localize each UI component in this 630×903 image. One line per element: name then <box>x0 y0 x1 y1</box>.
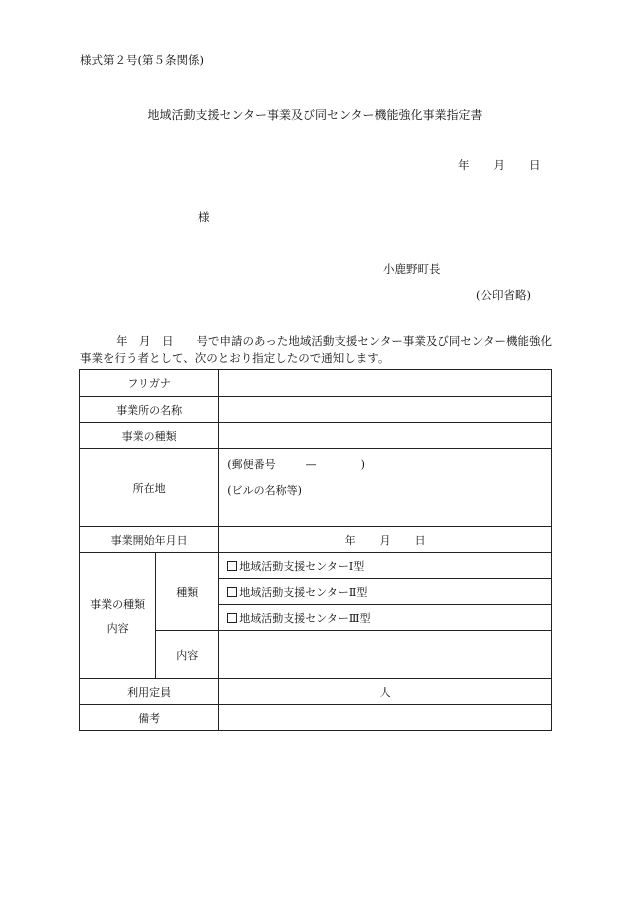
date-year: 年 <box>458 158 470 172</box>
issuer: 小鹿野町長 <box>383 262 441 276</box>
option-type-2[interactable] <box>219 579 552 605</box>
postal-label: (郵便番号 <box>227 458 276 471</box>
kind-label: 種類 <box>156 553 219 631</box>
start-year: 年 <box>344 533 356 547</box>
form-number: 様式第２号(第５条関係) <box>80 53 204 67</box>
location-field[interactable] <box>219 449 552 527</box>
option-type-1[interactable] <box>219 553 552 579</box>
type-and-content-label <box>80 553 156 679</box>
postal-code-line <box>227 456 551 472</box>
option-type-1-label: 地域活動支援センターⅠ型 <box>239 559 365 573</box>
postal-close: ) <box>360 458 365 471</box>
start-day: 日 <box>414 533 426 547</box>
body-main-text: 号で申請のあった地域活動支援センター事業及び同センター機能強化事業を行う者として、次のとおり指定したので通知します。 <box>80 334 552 365</box>
option-type-3[interactable] <box>219 605 552 631</box>
start-date-field[interactable] <box>219 527 552 553</box>
business-type-field[interactable] <box>219 423 552 449</box>
business-type-label: 事業の種類 <box>80 423 219 449</box>
building-name-line: (ビルの名称等) <box>227 484 302 497</box>
issue-date <box>458 157 541 173</box>
office-name-label: 事業所の名称 <box>80 397 219 423</box>
date-month: 月 <box>493 158 505 172</box>
designation-form-table <box>79 369 552 731</box>
body-year: 年 <box>116 334 128 348</box>
seal-note: (公印省略) <box>476 288 531 302</box>
checkbox-type-3[interactable] <box>227 613 237 623</box>
capacity-label: 利用定員 <box>80 679 219 705</box>
furigana-field[interactable] <box>219 370 552 397</box>
office-name-field[interactable] <box>219 397 552 423</box>
capacity-field[interactable] <box>219 679 552 705</box>
location-label: 所在地 <box>80 449 219 527</box>
start-date-label: 事業開始年月日 <box>80 527 219 553</box>
content-field[interactable] <box>219 631 552 679</box>
date-day: 日 <box>529 158 541 172</box>
option-type-2-label: 地域活動支援センターⅡ型 <box>239 585 368 599</box>
option-type-3-label: 地域活動支援センターⅢ型 <box>239 611 371 625</box>
checkbox-type-2[interactable] <box>227 587 237 597</box>
capacity-unit: 人 <box>379 685 391 699</box>
type-and-content-line2: 内容 <box>106 621 129 635</box>
checkbox-type-1[interactable] <box>227 561 237 571</box>
document-title: 地域活動支援センター事業及び同センター機能強化事業指定書 <box>147 108 483 122</box>
content-label: 内容 <box>156 631 219 679</box>
notice-body <box>80 333 555 367</box>
start-month: 月 <box>379 533 391 547</box>
furigana-label: フリガナ <box>80 370 219 397</box>
body-day: 日 <box>162 334 174 348</box>
remarks-label: 備考 <box>80 705 219 731</box>
addressee-suffix: 様 <box>198 210 210 224</box>
body-month: 月 <box>139 334 151 348</box>
postal-dash: — <box>305 458 317 471</box>
remarks-field[interactable] <box>219 705 552 731</box>
type-and-content-line1: 事業の種類 <box>90 597 146 611</box>
